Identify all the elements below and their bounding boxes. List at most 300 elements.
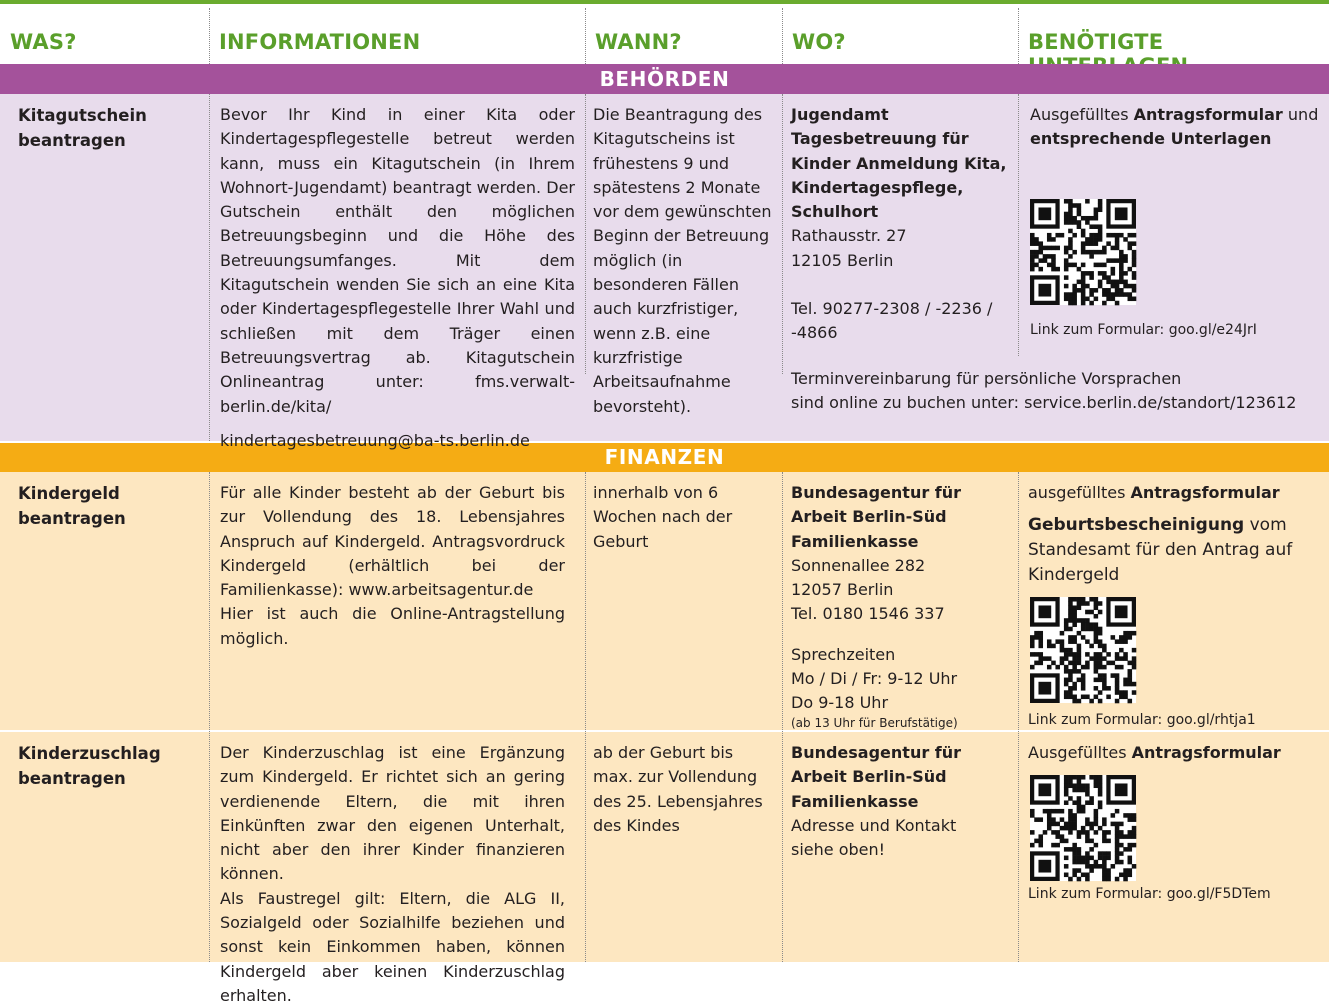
qr-module [1030, 830, 1035, 835]
qr-module [1055, 843, 1060, 848]
qr-module [1081, 263, 1086, 268]
qr-module [1089, 868, 1094, 873]
header-informationen: INFORMATIONEN [219, 30, 421, 54]
qr-module [1102, 682, 1107, 687]
qr-module [1064, 220, 1069, 225]
qr-module [1119, 834, 1124, 839]
qr-module [1094, 631, 1099, 636]
qr-module [1038, 267, 1043, 272]
qr-module [1123, 656, 1128, 661]
qr-module [1128, 847, 1133, 852]
qr-module [1119, 690, 1124, 695]
col-divider [1018, 94, 1019, 356]
qr-module [1115, 246, 1120, 251]
qr-module [1047, 665, 1052, 670]
office-contact: Adresse und Kontakt siehe oben! [791, 815, 957, 860]
qr-module [1030, 250, 1035, 255]
qr-module [1089, 822, 1094, 827]
qr-module [1068, 297, 1073, 302]
qr-module [1094, 622, 1099, 627]
qr-module [1128, 673, 1133, 678]
form-link[interactable]: Link zum Formular: goo.gl/e24JrI [1030, 322, 1257, 338]
qr-module [1089, 864, 1094, 869]
qr-module [1128, 284, 1133, 289]
qr-module [1055, 246, 1060, 251]
qr-module [1068, 301, 1073, 306]
qr-module [1115, 233, 1120, 238]
qr-module [1064, 792, 1069, 797]
qr-module [1068, 237, 1073, 242]
qr-module [1085, 661, 1090, 666]
qr-module [1115, 292, 1120, 297]
qr-module [1077, 805, 1082, 810]
qr-module [1132, 826, 1137, 831]
qr-module [1123, 690, 1128, 695]
qr-module [1081, 233, 1086, 238]
qr-module [1068, 246, 1073, 251]
qr-module [1038, 258, 1043, 263]
qr-module [1098, 690, 1103, 695]
office-phone: Tel. 90277-2308 / -2236 / -4866 [791, 299, 993, 343]
qr-module [1132, 271, 1137, 276]
qr-module [1128, 699, 1133, 704]
qr-module [1119, 639, 1124, 644]
qr-module [1064, 258, 1069, 263]
qr-module [1081, 873, 1086, 878]
qr-module [1089, 597, 1094, 602]
qr-module [1132, 843, 1137, 848]
qr-module [1068, 652, 1073, 657]
qr-module [1094, 297, 1099, 302]
qr-module [1081, 292, 1086, 297]
qr-module [1132, 817, 1137, 822]
qr-module [1132, 297, 1137, 302]
qr-module [1098, 250, 1103, 255]
email-link[interactable]: kindertagesbetreuung@ba-ts.berlin.de [220, 430, 530, 450]
qr-module [1128, 813, 1133, 818]
qr-module [1077, 856, 1082, 861]
qr-module [1068, 796, 1073, 801]
qr-module [1106, 856, 1111, 861]
qr-module [1081, 678, 1086, 683]
qr-module [1106, 873, 1111, 878]
qr-module [1098, 665, 1103, 670]
qr-module [1098, 263, 1103, 268]
qr-module [1064, 627, 1069, 632]
qr-module [1128, 860, 1133, 865]
qr-module [1068, 661, 1073, 666]
qr-module [1047, 254, 1052, 259]
qr-module [1119, 292, 1124, 297]
qr-module [1077, 800, 1082, 805]
qr-module [1068, 627, 1073, 632]
qr-module [1115, 834, 1120, 839]
qr-module [1072, 856, 1077, 861]
qr-module [1085, 297, 1090, 302]
qr-module [1111, 635, 1116, 640]
info-text: Der Kinderzuschlag ist eine Ergänzung zum Kindergeld. Er richtet sich an gering verdienende Eltern, die mit ihren Einkünften zwar den eigenen Unterhalt, nicht aber den ihrer Kinder finanzieren können. [220, 743, 565, 884]
qr-module [1055, 639, 1060, 644]
qr-module [1068, 216, 1073, 221]
qr-module [1098, 639, 1103, 644]
qr-module [1064, 648, 1069, 653]
qr-module [1094, 614, 1099, 619]
qr-module [1115, 301, 1120, 306]
qr-code-icon[interactable] [1030, 775, 1136, 881]
qr-module [1094, 212, 1099, 217]
qr-module [1102, 873, 1107, 878]
qr-module [1068, 877, 1073, 882]
qr-module [1072, 800, 1077, 805]
qr-module [1094, 864, 1099, 869]
qr-module [1081, 622, 1086, 627]
qr-module [1115, 851, 1120, 856]
qr-module [1038, 635, 1043, 640]
qr-module [1102, 830, 1107, 835]
qr-module [1098, 627, 1103, 632]
qr-module [1098, 652, 1103, 657]
qr-module [1081, 601, 1086, 606]
qr-module [1123, 254, 1128, 259]
qr-module [1072, 817, 1077, 822]
qr-module [1123, 237, 1128, 242]
qr-module [1089, 301, 1094, 306]
qr-module [1034, 254, 1039, 259]
qr-module [1115, 822, 1120, 827]
qr-module [1072, 301, 1077, 306]
qr-module [1072, 695, 1077, 700]
qr-module [1111, 271, 1116, 276]
qr-module [1081, 635, 1086, 640]
qr-module [1064, 826, 1069, 831]
qr-module [1060, 661, 1065, 666]
header-was: WAS? [10, 30, 77, 54]
qr-module [1098, 805, 1103, 810]
qr-module [1128, 669, 1133, 674]
qr-module [1098, 207, 1103, 212]
unterlagen-kindergeld [1028, 481, 1324, 588]
qr-module [1106, 868, 1111, 873]
qr-module [1132, 254, 1137, 259]
office-name: Bundesagentur für Arbeit Berlin-Süd Familienkasse [791, 483, 962, 551]
qr-module [1068, 614, 1073, 619]
qr-module [1055, 809, 1060, 814]
qr-module [1030, 843, 1035, 848]
qr-module [1064, 622, 1069, 627]
qr-module [1119, 250, 1124, 255]
qr-module [1030, 639, 1035, 644]
qr-module [1132, 233, 1137, 238]
qr-module [1077, 775, 1082, 780]
qr-module [1030, 241, 1035, 246]
qr-module [1094, 250, 1099, 255]
qr-module [1102, 250, 1107, 255]
qr-module [1081, 682, 1086, 687]
qr-module [1043, 258, 1048, 263]
qr-module [1094, 686, 1099, 691]
qr-module [1068, 605, 1073, 610]
table-header [0, 4, 1329, 64]
qr-module [1111, 661, 1116, 666]
qr-module [1115, 284, 1120, 289]
qr-module [1051, 263, 1056, 268]
qr-module [1098, 224, 1103, 229]
qr-module [1111, 280, 1116, 285]
qr-module [1047, 639, 1052, 644]
qr-module [1064, 678, 1069, 683]
qr-module [1094, 775, 1099, 780]
header-wo: WO? [792, 30, 846, 54]
qr-module [1115, 877, 1120, 882]
qr-module [1094, 237, 1099, 242]
qr-module [1038, 843, 1043, 848]
qr-module [1064, 618, 1069, 623]
qr-module [1064, 800, 1069, 805]
qr-module [1034, 839, 1039, 844]
qr-module [1081, 297, 1086, 302]
qr-module [1077, 678, 1082, 683]
qr-module [1072, 656, 1077, 661]
qr-module [1123, 834, 1128, 839]
qr-module [1115, 207, 1128, 220]
qr-module [1047, 246, 1052, 251]
qr-module [1072, 661, 1077, 666]
qr-module [1085, 241, 1090, 246]
office-name: Jugendamt Tagesbetreuung für Kinder Anmeldung Kita, Kindertagespflege, Schulhort [791, 105, 1007, 222]
qr-module [1060, 644, 1065, 649]
qr-module [1115, 241, 1120, 246]
qr-module [1068, 207, 1073, 212]
office-street: Rathausstr. 27 [791, 226, 907, 246]
qr-module [1123, 271, 1128, 276]
qr-module [1081, 271, 1086, 276]
qr-module [1043, 246, 1048, 251]
qr-module [1068, 635, 1073, 640]
qr-module [1038, 284, 1051, 297]
qr-module [1047, 822, 1052, 827]
qr-module [1094, 809, 1099, 814]
qr-module [1081, 618, 1086, 623]
col-divider [209, 94, 210, 441]
qr-module [1072, 860, 1077, 865]
qr-module [1119, 635, 1124, 640]
qr-module [1094, 661, 1099, 666]
qr-module [1077, 601, 1082, 606]
qr-module [1068, 601, 1073, 606]
qr-module [1064, 199, 1069, 204]
qr-module [1128, 241, 1133, 246]
qr-module [1064, 284, 1069, 289]
qr-module [1098, 229, 1103, 234]
qr-module [1077, 830, 1082, 835]
qr-module [1047, 826, 1052, 831]
qr-module [1123, 631, 1128, 636]
qr-module [1030, 652, 1035, 657]
qr-module [1081, 695, 1086, 700]
qr-module [1115, 686, 1120, 691]
qr-module [1094, 241, 1099, 246]
qr-module [1115, 673, 1120, 678]
qr-module [1064, 263, 1069, 268]
qr-module [1115, 605, 1128, 618]
qr-module [1102, 877, 1107, 882]
qr-module [1089, 826, 1094, 831]
qr-module [1089, 644, 1094, 649]
qr-module [1060, 839, 1065, 844]
qr-module [1123, 868, 1128, 873]
qr-module [1081, 856, 1086, 861]
qr-module [1077, 280, 1082, 285]
was-kinderzuschlag: Kinderzuschlag beantragen [18, 744, 161, 788]
qr-module [1085, 610, 1090, 615]
qr-module [1085, 216, 1090, 221]
qr-module [1102, 678, 1107, 683]
qr-module [1102, 246, 1107, 251]
form-link[interactable]: Link zum Formular: goo.gl/rhtja1 [1028, 712, 1256, 728]
form-link[interactable]: Link zum Formular: goo.gl/F5DTem [1028, 886, 1271, 902]
qr-module [1047, 237, 1052, 242]
qr-module [1128, 635, 1133, 640]
qr-module [1089, 271, 1094, 276]
qr-module [1030, 254, 1035, 259]
qr-module [1038, 682, 1051, 695]
wann-kitagutschein: Die Beantragung des Kitagutscheins ist frühestens 9 und spätestens 2 Monate vor dem gewünschten Beginn der Betreuung möglich (in besonderen Fällen auch kurzfristiger, wenn z.B. eine kurzfristige Arbeitsaufnahme bevorsteht). [593, 105, 772, 416]
qr-module [1077, 661, 1082, 666]
qr-module [1072, 220, 1077, 225]
qr-module [1077, 699, 1082, 704]
qr-module [1072, 622, 1077, 627]
qr-module [1051, 822, 1056, 827]
qr-module [1072, 639, 1077, 644]
qr-module [1085, 665, 1090, 670]
qr-module [1064, 297, 1069, 302]
qr-module [1060, 656, 1065, 661]
qr-module [1072, 292, 1077, 297]
qr-module [1094, 224, 1099, 229]
qr-module [1064, 783, 1069, 788]
qr-module [1106, 661, 1111, 666]
qr-module [1094, 635, 1099, 640]
qr-module [1085, 220, 1090, 225]
qr-module [1060, 233, 1065, 238]
qr-module [1132, 656, 1137, 661]
qr-module [1132, 690, 1137, 695]
qr-module [1132, 813, 1137, 818]
qr-module [1072, 605, 1077, 610]
qr-module [1081, 284, 1086, 289]
qr-module [1034, 263, 1039, 268]
qr-module [1119, 288, 1124, 293]
qr-module [1064, 246, 1069, 251]
qr-module [1051, 644, 1056, 649]
qr-module [1089, 656, 1094, 661]
qr-module [1064, 864, 1069, 869]
qr-module [1098, 775, 1103, 780]
qr-module [1077, 212, 1082, 217]
qr-module [1030, 635, 1035, 640]
qr-module [1038, 631, 1043, 636]
qr-module [1098, 203, 1103, 208]
qr-module [1077, 779, 1082, 784]
qr-module [1030, 258, 1035, 263]
qr-module [1064, 788, 1069, 793]
qr-module [1072, 263, 1077, 268]
qr-module [1102, 292, 1107, 297]
qr-module [1119, 822, 1124, 827]
qr-module [1128, 873, 1133, 878]
qr-module [1132, 288, 1137, 293]
qr-code-icon[interactable] [1030, 199, 1136, 305]
qr-module [1081, 250, 1086, 255]
qr-module [1089, 237, 1094, 242]
qr-module [1047, 644, 1052, 649]
qr-module [1102, 656, 1107, 661]
qr-module [1081, 216, 1086, 221]
qr-module [1051, 830, 1056, 835]
qr-module [1038, 834, 1043, 839]
qr-module [1128, 830, 1133, 835]
qr-module [1038, 639, 1043, 644]
qr-module [1030, 233, 1035, 238]
qr-module [1068, 639, 1073, 644]
qr-code-icon[interactable] [1030, 597, 1136, 703]
qr-module [1077, 597, 1082, 602]
qr-module [1072, 788, 1077, 793]
qr-module [1068, 648, 1073, 653]
wo-kinderzuschlag [791, 741, 991, 862]
qr-module [1098, 233, 1103, 238]
qr-module [1115, 652, 1120, 657]
qr-module [1085, 199, 1090, 204]
qr-module [1064, 669, 1069, 674]
qr-module [1047, 656, 1052, 661]
qr-module [1111, 822, 1116, 827]
qr-module [1081, 288, 1086, 293]
qr-module [1128, 682, 1133, 687]
qr-module [1034, 631, 1039, 636]
header-unterlagen: BENÖTIGTE [1028, 30, 1164, 54]
qr-module [1123, 695, 1128, 700]
qr-module [1115, 656, 1120, 661]
qr-module [1089, 800, 1094, 805]
qr-module [1055, 822, 1060, 827]
qr-module [1098, 864, 1103, 869]
qr-module [1072, 614, 1077, 619]
qr-module [1068, 673, 1073, 678]
termin-line-2[interactable]: sind online zu buchen unter: service.berlin.de/standort/123612 [791, 393, 1297, 413]
qr-module [1043, 809, 1048, 814]
qr-module [1077, 788, 1082, 793]
qr-module [1064, 822, 1069, 827]
qr-module [1085, 639, 1090, 644]
qr-module [1119, 233, 1124, 238]
qr-module [1094, 233, 1099, 238]
qr-module [1094, 216, 1099, 221]
qr-module [1064, 212, 1069, 217]
qr-module [1077, 644, 1082, 649]
qr-module [1089, 699, 1094, 704]
qr-module [1034, 635, 1039, 640]
qr-module [1038, 644, 1043, 649]
qr-module [1068, 229, 1073, 234]
qr-module [1094, 695, 1099, 700]
termin-line-1: Terminvereinbarung für persönliche Vorsprachen [791, 369, 1182, 388]
qr-module [1102, 275, 1107, 280]
qr-module [1128, 631, 1133, 636]
qr-module [1106, 280, 1111, 285]
qr-module [1051, 809, 1056, 814]
qr-module [1111, 258, 1116, 263]
